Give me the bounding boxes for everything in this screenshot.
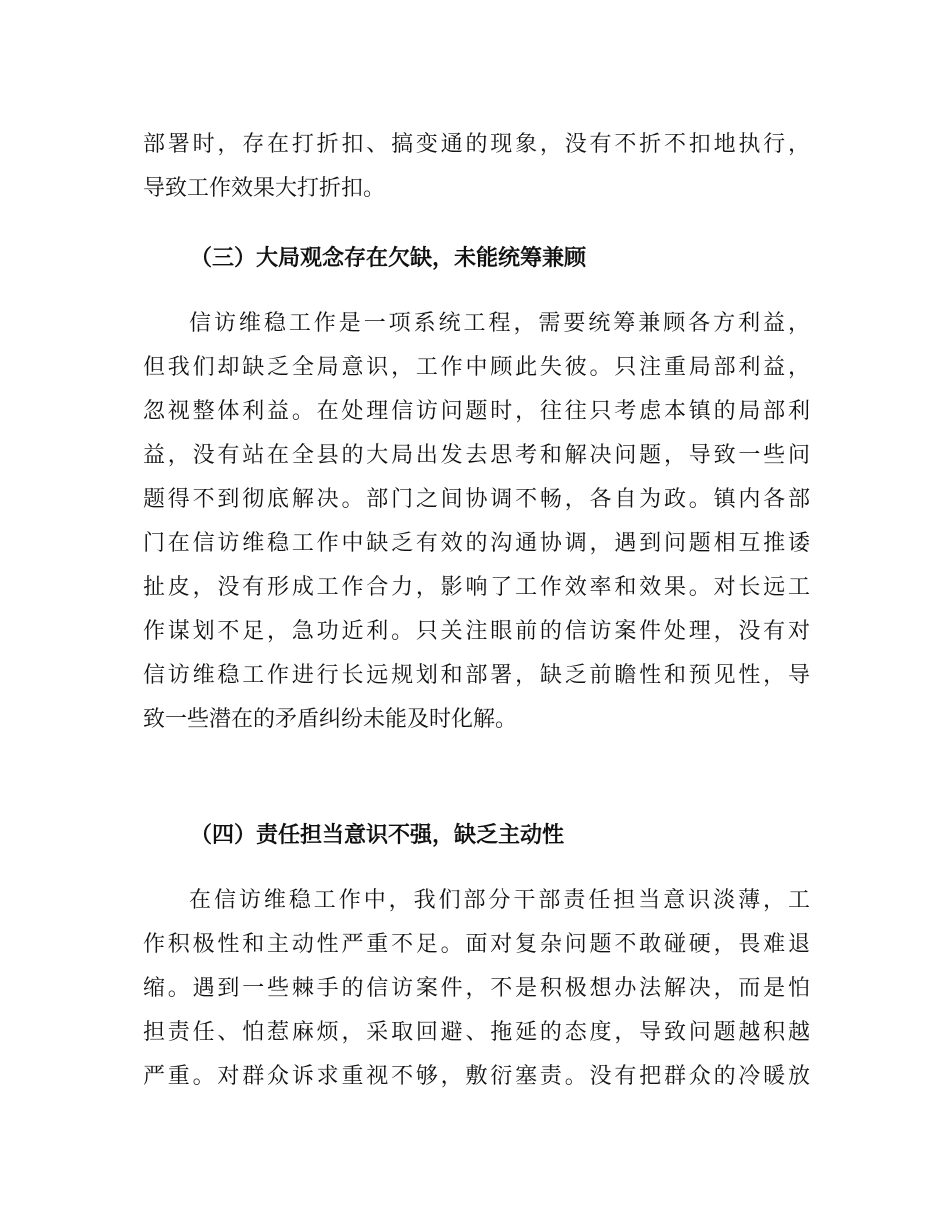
paragraph-line: 严重。对群众诉求重视不够，敷衍塞责。没有把群众的冷暖放 (143, 1064, 810, 1089)
section-heading-3: （三）大局观念存在欠缺，未能统筹兼顾 (190, 246, 587, 271)
paragraph-section-4 (143, 879, 810, 1099)
paragraph-line: 扯皮，没有形成工作合力，影响了工作效率和效果。对长远工 (143, 575, 810, 600)
paragraph-line: 门在信访维稳工作中缺乏有效的沟通协调，遇到问题相互推诿 (143, 531, 810, 556)
paragraph-line: 作积极性和主动性严重不足。面对复杂问题不敢碰硬，畏难退 (143, 932, 810, 957)
paragraph-line: 致一些潜在的矛盾纠纷未能及时化解。 (143, 707, 518, 732)
paragraph-continuation (143, 123, 810, 211)
paragraph-line: 信访维稳工作是一项系统工程，需要统筹兼顾各方利益， (189, 311, 810, 336)
paragraph-line: 导致工作效果大打折扣。 (143, 176, 386, 201)
paragraph-section-3 (143, 302, 810, 742)
paragraph-line: 题得不到彻底解决。部门之间协调不畅，各自为政。镇内各部 (143, 487, 810, 512)
paragraph-line: 担责任、怕惹麻烦，采取回避、拖延的态度，导致问题越积越 (143, 1020, 810, 1045)
paragraph-line: 在信访维稳工作中，我们部分干部责任担当意识淡薄，工 (189, 888, 810, 913)
paragraph-line: 益，没有站在全县的大局出发去思考和解决问题，导致一些问 (143, 443, 810, 468)
paragraph-line: 作谋划不足，急功近利。只关注眼前的信访案件处理，没有对 (143, 619, 810, 644)
paragraph-line: 缩。遇到一些棘手的信访案件，不是积极想办法解决，而是怕 (143, 976, 810, 1001)
paragraph-line: 部署时，存在打折扣、搞变通的现象，没有不折不扣地执行， (143, 132, 810, 157)
paragraph-line: 但我们却缺乏全局意识，工作中顾此失彼。只注重局部利益， (143, 355, 810, 380)
paragraph-line: 忽视整体利益。在处理信访问题时，往往只考虑本镇的局部利 (143, 399, 810, 424)
paragraph-line: 信访维稳工作进行长远规划和部署，缺乏前瞻性和预见性，导 (143, 663, 810, 688)
section-heading-4: （四）责任担当意识不强，缺乏主动性 (190, 823, 565, 848)
